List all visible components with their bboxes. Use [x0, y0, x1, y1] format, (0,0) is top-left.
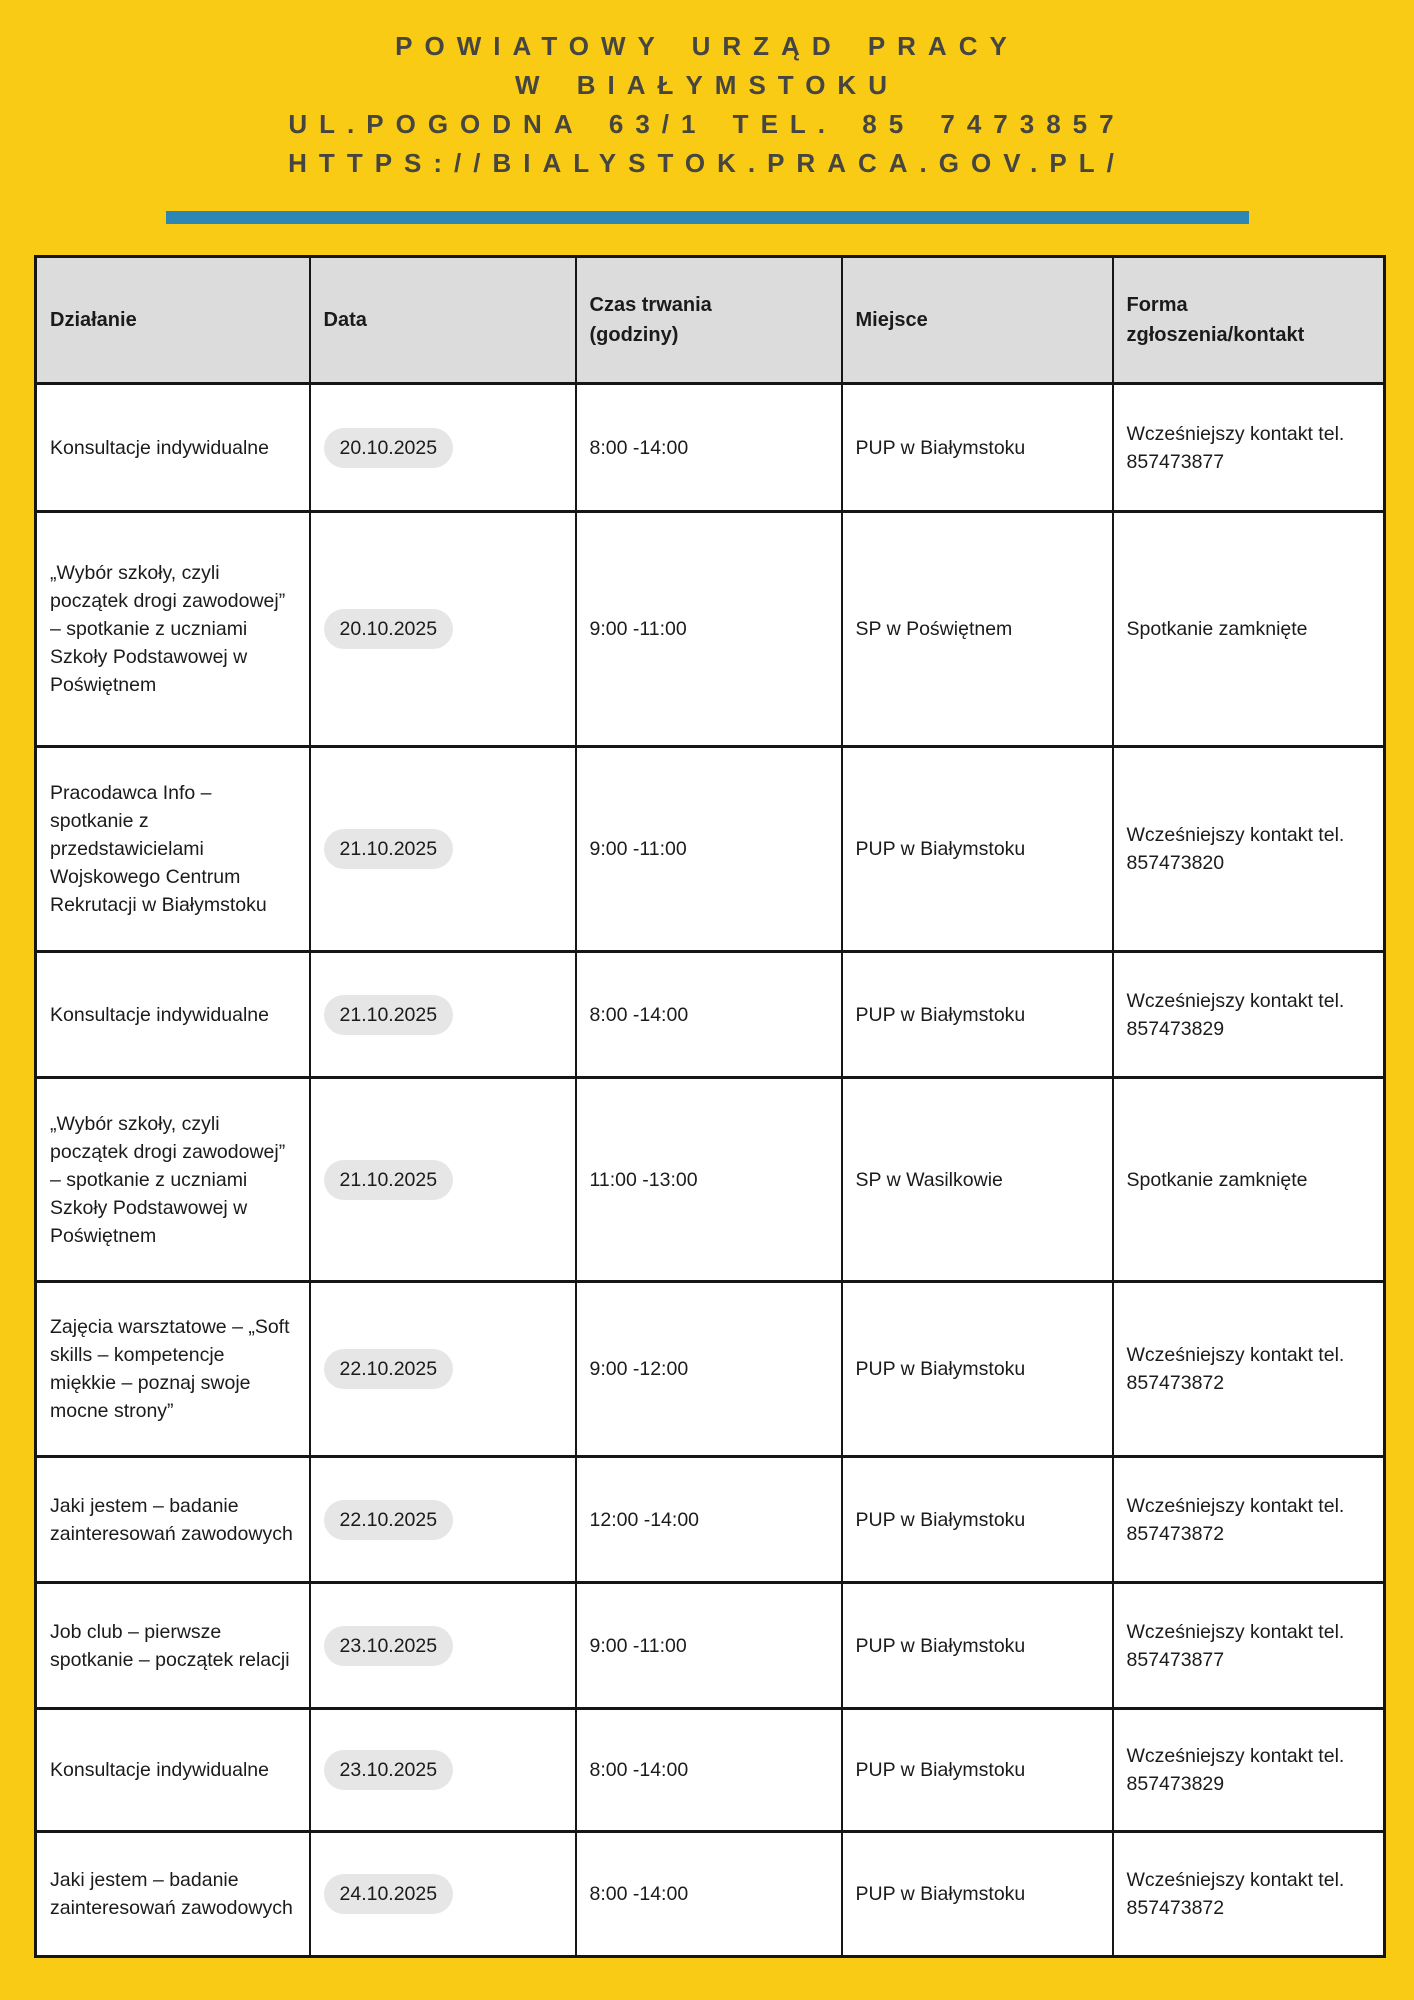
time-cell: 8:00 -14:00 [576, 1832, 842, 1957]
date-pill: 21.10.2025 [324, 829, 454, 869]
office-name-line2: W BIAŁYMSTOKU [515, 70, 899, 100]
time-cell: 9:00 -11:00 [576, 1583, 842, 1709]
office-name-line1: POWIATOWY URZĄD PRACY [395, 31, 1019, 61]
office-header [0, 0, 1414, 183]
place-cell: PUP w Białymstoku [842, 1457, 1113, 1583]
contact-cell: Wcześniejszy kontakt tel. 857473829 [1113, 1709, 1385, 1832]
table-header-row [36, 257, 1385, 384]
office-website: HTTPS://BIALYSTOK.PRACA.GOV.PL/ [288, 148, 1126, 178]
date-cell [310, 952, 576, 1078]
time-cell: 8:00 -14:00 [576, 1709, 842, 1832]
date-cell [310, 1583, 576, 1709]
date-cell [310, 1078, 576, 1282]
date-cell [310, 512, 576, 747]
date-cell [310, 1832, 576, 1957]
action-cell: Konsultacje indywidualne [36, 952, 310, 1078]
column-header-action: Działanie [36, 257, 310, 384]
date-pill: 22.10.2025 [324, 1349, 454, 1389]
time-cell: 8:00 -14:00 [576, 952, 842, 1078]
contact-cell: Wcześniejszy kontakt tel. 857473872 [1113, 1282, 1385, 1457]
table-row [36, 1457, 1385, 1583]
table-row [36, 1282, 1385, 1457]
table-row [36, 747, 1385, 952]
time-cell: 9:00 -11:00 [576, 512, 842, 747]
contact-cell: Wcześniejszy kontakt tel. 857473872 [1113, 1457, 1385, 1583]
contact-cell: Wcześniejszy kontakt tel. 857473820 [1113, 747, 1385, 952]
table-row [36, 384, 1385, 512]
schedule-table [34, 255, 1386, 1958]
place-cell: PUP w Białymstoku [842, 1583, 1113, 1709]
place-cell: PUP w Białymstoku [842, 384, 1113, 512]
schedule-table-container [34, 255, 1384, 1958]
table-row [36, 1832, 1385, 1957]
action-cell: Job club – pierwsze spotkanie – początek relacji [36, 1583, 310, 1709]
column-header-date: Data [310, 257, 576, 384]
place-cell: SP w Poświętnem [842, 512, 1113, 747]
place-cell: PUP w Białymstoku [842, 1832, 1113, 1957]
contact-cell: Wcześniejszy kontakt tel. 857473877 [1113, 384, 1385, 512]
contact-cell: Wcześniejszy kontakt tel. 857473872 [1113, 1832, 1385, 1957]
place-cell: SP w Wasilkowie [842, 1078, 1113, 1282]
time-cell: 9:00 -11:00 [576, 747, 842, 952]
table-row [36, 1583, 1385, 1709]
date-pill: 21.10.2025 [324, 1160, 454, 1200]
date-pill: 23.10.2025 [324, 1750, 454, 1790]
action-cell: „Wybór szkoły, czyli początek drogi zawodowej” – spotkanie z uczniami Szkoły Podstawowej w Poświętnem [36, 512, 310, 747]
date-pill: 20.10.2025 [324, 609, 454, 649]
office-address: UL.POGODNA 63/1 TEL. 85 7473857 [288, 109, 1126, 139]
table-row [36, 1709, 1385, 1832]
date-cell [310, 1282, 576, 1457]
table-row [36, 512, 1385, 747]
time-cell: 11:00 -13:00 [576, 1078, 842, 1282]
date-pill: 24.10.2025 [324, 1874, 454, 1914]
column-header-duration: Czas trwania (godziny) [576, 257, 842, 384]
place-cell: PUP w Białymstoku [842, 1709, 1113, 1832]
time-cell: 8:00 -14:00 [576, 384, 842, 512]
date-pill: 21.10.2025 [324, 995, 454, 1035]
column-header-contact: Forma zgłoszenia/kontakt [1113, 257, 1385, 384]
place-cell: PUP w Białymstoku [842, 747, 1113, 952]
date-pill: 20.10.2025 [324, 428, 454, 468]
date-cell [310, 1709, 576, 1832]
time-cell: 12:00 -14:00 [576, 1457, 842, 1583]
date-pill: 22.10.2025 [324, 1500, 454, 1540]
place-cell: PUP w Białymstoku [842, 1282, 1113, 1457]
date-cell [310, 747, 576, 952]
action-cell: Konsultacje indywidualne [36, 384, 310, 512]
table-row [36, 952, 1385, 1078]
time-cell: 9:00 -12:00 [576, 1282, 842, 1457]
table-row [36, 1078, 1385, 1282]
date-pill: 23.10.2025 [324, 1626, 454, 1666]
date-cell [310, 1457, 576, 1583]
action-cell: Konsultacje indywidualne [36, 1709, 310, 1832]
action-cell: Pracodawca Info – spotkanie z przedstawicielami Wojskowego Centrum Rekrutacji w Białymstoku [36, 747, 310, 952]
contact-cell: Wcześniejszy kontakt tel. 857473829 [1113, 952, 1385, 1078]
contact-cell: Spotkanie zamknięte [1113, 1078, 1385, 1282]
action-cell: Jaki jestem – badanie zainteresowań zawodowych [36, 1457, 310, 1583]
action-cell: „Wybór szkoły, czyli początek drogi zawodowej” – spotkanie z uczniami Szkoły Podstawowej w Poświętnem [36, 1078, 310, 1282]
action-cell: Zajęcia warsztatowe – „Soft skills – kompetencje miękkie – poznaj swoje mocne strony” [36, 1282, 310, 1457]
divider-bar [166, 211, 1249, 224]
contact-cell: Spotkanie zamknięte [1113, 512, 1385, 747]
column-header-place: Miejsce [842, 257, 1113, 384]
place-cell: PUP w Białymstoku [842, 952, 1113, 1078]
action-cell: Jaki jestem – badanie zainteresowań zawodowych [36, 1832, 310, 1957]
contact-cell: Wcześniejszy kontakt tel. 857473877 [1113, 1583, 1385, 1709]
date-cell [310, 384, 576, 512]
